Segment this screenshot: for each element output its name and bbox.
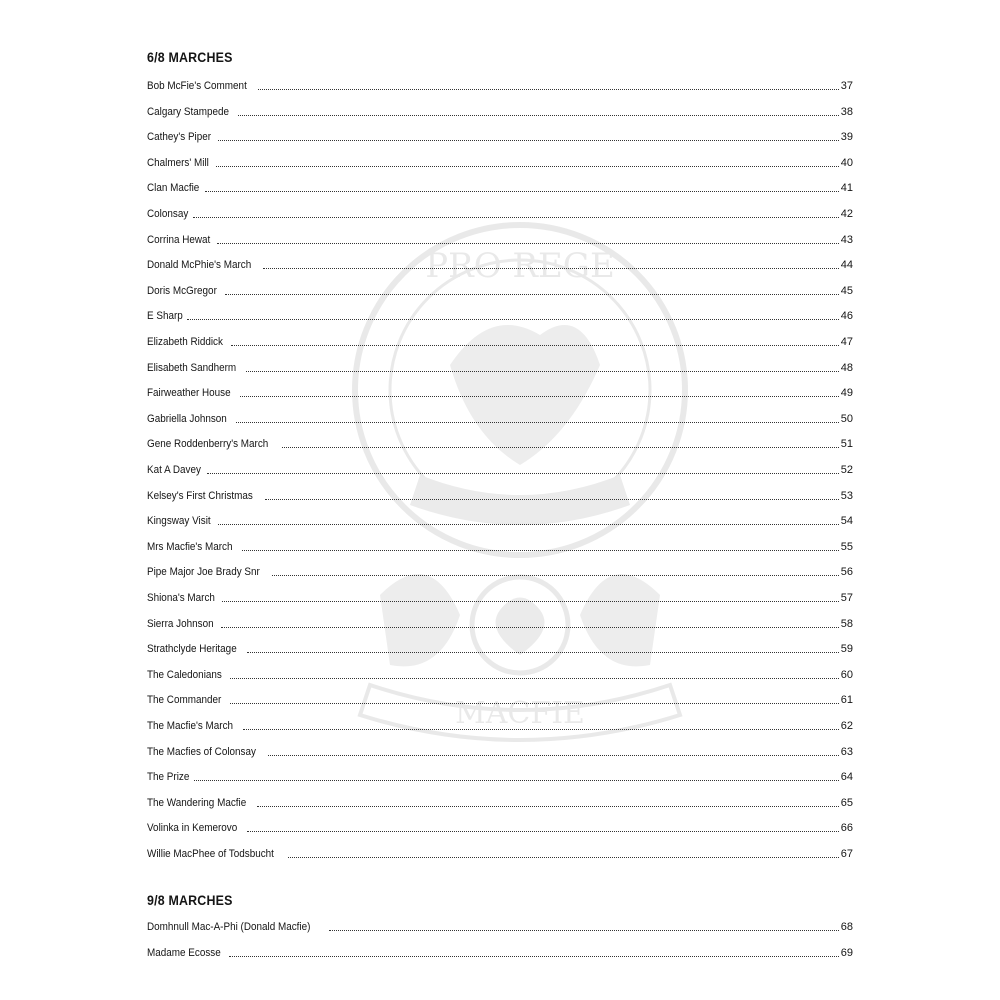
dot-leader: [230, 677, 839, 679]
dot-leader: [218, 139, 839, 141]
dot-leader: [258, 88, 839, 90]
dot-leader: [243, 728, 839, 730]
dot-leader: [229, 955, 839, 957]
toc-entry-page-number: 54: [840, 515, 853, 528]
toc-entry-page-number: 56: [840, 566, 853, 579]
dot-leader: [257, 805, 838, 807]
toc-entry: [147, 845, 853, 861]
toc-entry: [147, 563, 853, 579]
toc-entry-title: Sierra Johnson: [147, 617, 214, 630]
toc-entry-title: Volinka in Kemerovo: [147, 822, 238, 835]
toc-entry-title: Kingsway Visit: [147, 515, 211, 528]
toc-entry-page-number: 67: [840, 848, 853, 860]
toc-entry-page-number: 57: [840, 592, 853, 604]
dot-leader: [205, 190, 839, 192]
section-heading-68-marches: 6/8 MARCHES: [147, 50, 233, 65]
dot-leader: [187, 318, 839, 320]
toc-entry-page-number: 50: [840, 412, 853, 425]
dot-leader: [247, 651, 839, 653]
toc-entry-page-number: 63: [840, 745, 853, 758]
toc-entry-title: The Prize: [147, 771, 190, 784]
dot-leader: [194, 779, 839, 781]
toc-entry-page-number: 46: [840, 310, 853, 323]
toc-entry: [147, 743, 853, 759]
toc-entry-title: Cathey's Piper: [147, 131, 212, 144]
toc-entry-page-number: 65: [840, 796, 853, 809]
dot-leader: [231, 344, 838, 346]
toc-entry: [147, 768, 853, 784]
toc-entry-title: Mrs Macfie's March: [147, 540, 233, 553]
dot-leader: [236, 421, 839, 423]
toc-entry-page-number: 66: [840, 822, 853, 835]
toc-entry-title: The Macfie's March: [147, 720, 234, 732]
toc-entry: [147, 794, 853, 810]
toc-entry-page-number: 42: [840, 208, 853, 220]
toc-entry-title: Elisabeth Sandherm: [147, 361, 237, 374]
toc-entry-page-number: 47: [840, 336, 853, 348]
dot-leader: [263, 267, 839, 269]
toc-entry-page-number: 43: [840, 233, 853, 246]
toc-entry: [147, 231, 853, 247]
toc-entry: [147, 435, 853, 451]
dot-leader: [238, 114, 839, 116]
toc-entry-page-number: 51: [840, 438, 853, 451]
toc-entry: [147, 512, 853, 528]
toc-entry: [147, 333, 853, 349]
dot-leader: [193, 216, 839, 218]
toc-entry: [147, 282, 853, 298]
toc-entry-title: Pipe Major Joe Brady Snr: [147, 566, 260, 579]
toc-entry: [147, 944, 853, 960]
toc-entry-page-number: 48: [840, 361, 853, 374]
toc-entry-page-number: 69: [840, 946, 853, 959]
toc-entry-title: The Wandering Macfie: [147, 796, 247, 809]
toc-entry-title: Strathclyde Heritage: [147, 643, 237, 656]
dot-leader: [222, 600, 838, 602]
toc-entry-title: Elizabeth Riddick: [147, 336, 223, 348]
dot-leader: [216, 165, 839, 167]
toc-entry: [147, 384, 853, 400]
toc-entry-title: Fairweather House: [147, 387, 231, 400]
toc-entry: [147, 691, 853, 707]
toc-entry-page-number: 60: [840, 668, 853, 681]
section-heading-98-marches: 9/8 MARCHES: [147, 893, 233, 908]
toc-entry-page-number: 62: [840, 720, 853, 732]
toc-entry-page-number: 58: [840, 617, 853, 630]
toc-entry: [147, 461, 853, 477]
toc-entry-page-number: 59: [840, 643, 853, 656]
toc-entry-page-number: 40: [840, 156, 853, 169]
toc-entry: [147, 256, 853, 272]
toc-entry-title: The Macfies of Colonsay: [147, 745, 256, 758]
dot-leader: [207, 472, 839, 474]
toc-entry-title: Corrina Hewat: [147, 233, 211, 246]
dot-leader: [240, 395, 839, 397]
dot-leader: [282, 446, 839, 448]
dot-leader: [230, 702, 839, 704]
toc-entry-page-number: 45: [840, 284, 853, 297]
dot-leader: [221, 626, 839, 628]
toc-entry: [147, 819, 853, 835]
toc-entry-page-number: 55: [840, 540, 853, 553]
dot-leader: [288, 856, 839, 858]
toc-entry-title: Willie MacPhee of Todsbucht: [147, 848, 274, 860]
toc-entry: [147, 179, 853, 195]
dot-leader: [247, 830, 838, 832]
toc-entry: [147, 77, 853, 93]
toc-entry-title: Kelsey's First Christmas: [147, 489, 253, 502]
dot-leader: [246, 370, 839, 372]
toc-entry: [147, 918, 853, 934]
toc-entry-title: Gene Roddenberry's March: [147, 438, 269, 451]
toc-entry: [147, 589, 853, 605]
toc-entry-title: Kat A Davey: [147, 464, 201, 476]
toc-entry: [147, 359, 853, 375]
toc-entry-title: Clan Macfie: [147, 182, 200, 195]
toc-entry: [147, 205, 853, 221]
dot-leader: [217, 242, 838, 244]
toc-entry: [147, 487, 853, 503]
toc-entry-title: The Commander: [147, 694, 222, 707]
toc-entry: [147, 615, 853, 631]
dot-leader: [268, 754, 839, 756]
toc-entry-page-number: 49: [840, 387, 853, 400]
dot-leader: [218, 523, 839, 525]
crest-motto-top: PRO REGE: [425, 246, 615, 286]
dot-leader: [272, 574, 838, 576]
toc-entry-page-number: 39: [840, 131, 853, 144]
toc-entry-title: Donald McPhie's March: [147, 259, 252, 272]
toc-entry-page-number: 53: [840, 489, 853, 502]
toc-entry-title: Calgary Stampede: [147, 105, 229, 118]
dot-leader: [329, 929, 839, 931]
toc-entry-page-number: 38: [840, 105, 853, 118]
toc-entry-title: Madame Ecosse: [147, 946, 221, 959]
toc-entry-page-number: 52: [840, 464, 853, 476]
crest-motto-bottom: MACFIE: [455, 696, 585, 731]
toc-entry: [147, 717, 853, 733]
toc-entry-page-number: 68: [840, 921, 853, 933]
toc-entry-page-number: 44: [840, 259, 853, 272]
toc-entry-title: Doris McGregor: [147, 284, 217, 297]
toc-entry: [147, 128, 853, 144]
toc-entry: [147, 410, 853, 426]
toc-entry-page-number: 61: [840, 694, 853, 707]
toc-entry-title: Shiona's March: [147, 592, 215, 604]
dot-leader: [225, 293, 839, 295]
toc-entry-title: Domhnull Mac-A-Phi (Donald Macfie): [147, 921, 311, 933]
dot-leader: [242, 549, 839, 551]
toc-entry: [147, 154, 853, 170]
toc-entry: [147, 307, 853, 323]
toc-entry: [147, 103, 853, 119]
toc-entry: [147, 640, 853, 656]
toc-entry-page-number: 41: [840, 182, 853, 195]
toc-entry-title: E Sharp: [147, 310, 183, 323]
toc-entry-title: Colonsay: [147, 208, 189, 220]
toc-entry-title: The Caledonians: [147, 668, 222, 681]
toc-entry-page-number: 37: [840, 80, 853, 92]
toc-entry: [147, 666, 853, 682]
toc-entry-page-number: 64: [840, 771, 853, 784]
toc-entry-title: Gabriella Johnson: [147, 412, 227, 425]
dot-leader: [265, 498, 839, 500]
toc-entry-title: Bob McFie's Comment: [147, 80, 247, 92]
toc-entry: [147, 538, 853, 554]
toc-entry-title: Chalmers' Mill: [147, 156, 209, 169]
